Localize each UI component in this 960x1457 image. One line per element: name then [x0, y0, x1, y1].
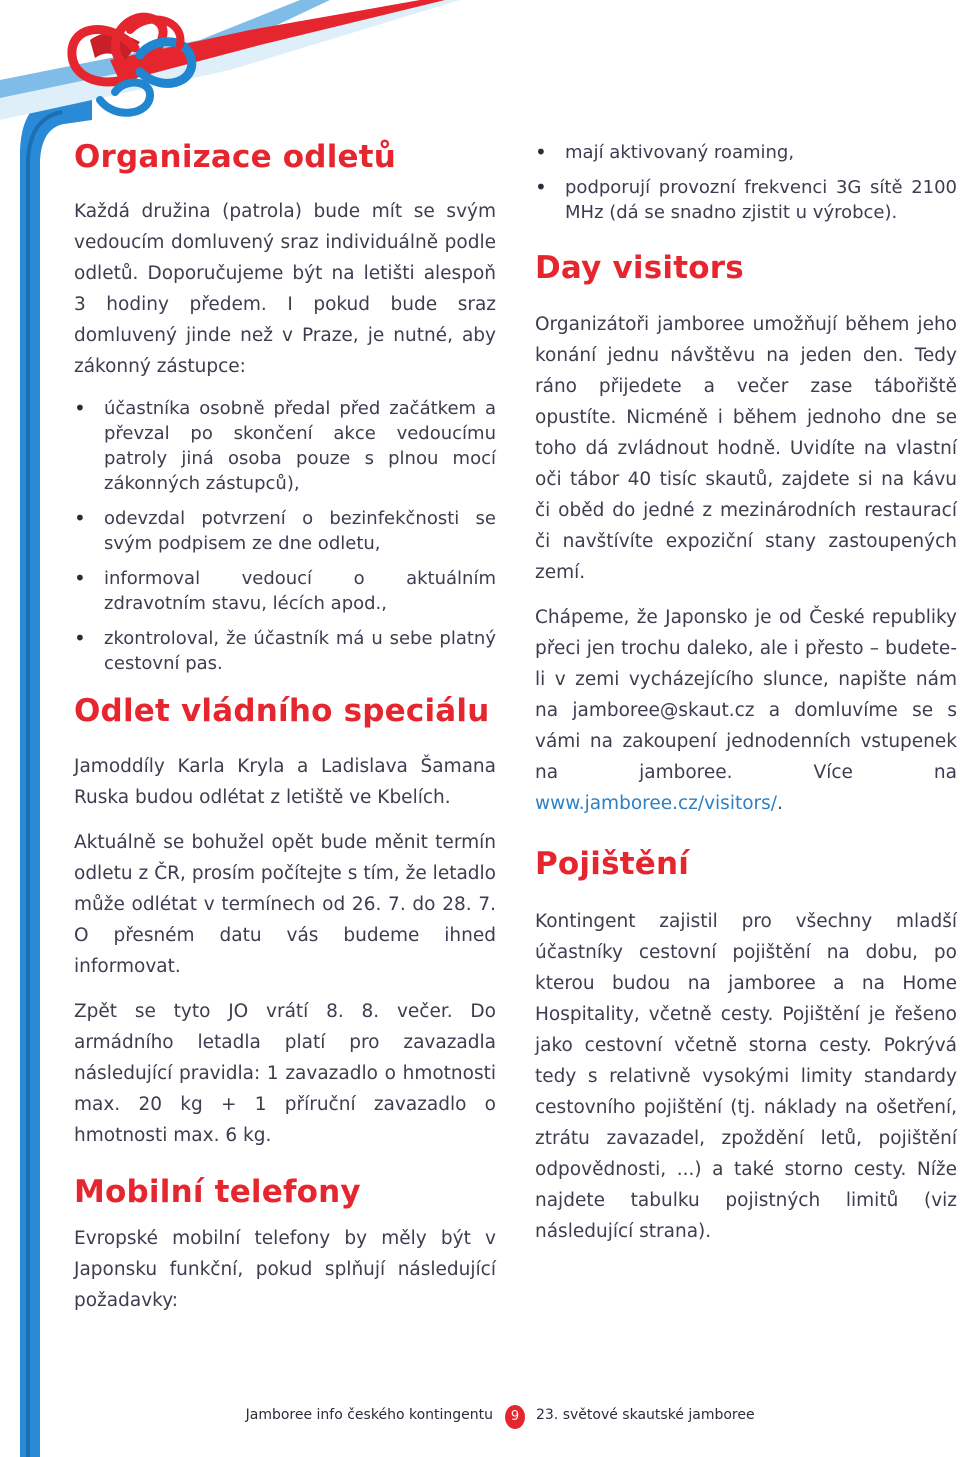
heading-mobilni-telefony: Mobilní telefony [74, 1174, 361, 1211]
list-zakonny-zastupce [74, 396, 496, 676]
bullet-icon: • [535, 140, 547, 164]
paragraph-organizatori: Organizátoři jamboree umožňují během jeho konání jednu návštěvu na jeden den. Tedy ráno přijedete a večer zase tábořiště opustíte. Nicméně i během jednoho dne se toho dá zvládnout hodně. Uvidíte na vlastní oči tábor 40 tisíc skautů, zajdete si na kávu či oběd do jedné z mezinárodních restaurací či navštívíte expoziční stany zastoupených zemí. [535, 313, 957, 583]
list-item: • podporují provozní frekvenci 3G sítě 2100 MHz (dá se snadno zjistit u výrobce). [535, 175, 957, 223]
visitors-link[interactable]: www.jamboree.cz/visitors/ [535, 792, 778, 814]
paragraph-organizace: Každá družina (patrola) bude mít se svým vedoucím domluvený sraz individuálně podle odletů. Doporučujeme být na letišti alespoň 3 hodiny předem. I pokud bude sraz domluvený jinde než v Praze, je nutné, aby zákonný zástupce: [74, 200, 496, 377]
heading-day-visitors: Day visitors [535, 250, 744, 286]
right-column [535, 140, 957, 1247]
page-footer [0, 1405, 960, 1429]
paragraph-kontingent: Kontingent zajistil pro všechny mladší účastníky cestovní pojištění na dobu, po kterou budou na jamboree a na Home Hospitality, včetně cesty. Pojištění je řešeno jako cestovní včetně storna cesty. Pokrývá tedy s relativně vysokými limity standardy cestovního pojištění (tj. náklady na ošetření, ztrátu zavazadel, zpoždění letů, pojištění odpovědnosti, ...) a také storno cesty. Níže najdete tabulku pojistných limitů (viz následující strana). [535, 911, 957, 1243]
footer-right-text: 23. světové skautské jamboree [536, 1407, 755, 1423]
list-pozadavky [535, 140, 957, 225]
list-item: • účastníka osobně předal před začátkem a převzal po skončení akce vedoucímu patroly jiná osoba pouze s plnou mocí zákonných zástupců), [74, 395, 496, 494]
bullet-icon: • [74, 625, 86, 650]
paragraph-aktualne: Aktuálně se bohužel opět bude měnit termín odletu z ČR, prosím počítejte s tím, že letadlo může odlétat v termínech od 26. 7. do 28. 7. O přesném datu vás budeme ihned informovat. [74, 832, 496, 978]
paragraph-zpet: Zpět se tyto JO vrátí 8. 8. večer. Do armádního letadla platí pro zavazadla následující pravidla: 1 zavazadlo o hmotnosti max. 20 kg + 1 příruční zavazadlo o hmotnosti max. 6 kg. [74, 1001, 496, 1147]
page-number-badge: 9 [505, 1405, 525, 1429]
list-item: • zkontroloval, že účastník má u sebe platný cestovní pas. [74, 625, 496, 674]
footer-left-text: Jamboree info českého kontingentu [245, 1407, 493, 1423]
paragraph-mobilni: Evropské mobilní telefony by měly být v Japonsku funkční, pokud splňují následující požadavky: [74, 1227, 496, 1311]
bullet-icon: • [535, 175, 547, 199]
bullet-icon: • [74, 505, 86, 530]
list-item: • odevzdal potvrzení o bezinfekčnosti se svým podpisem ze dne odletu, [74, 505, 496, 554]
list-item: • mají aktivovaný roaming, [535, 140, 795, 164]
heading-organizace-odletu: Organizace odletů [74, 139, 397, 175]
paragraph-jamoddily: Jamoddíly Karla Kryla a Ladislava Šamana Ruska budou odlétat z letiště ve Kbelích. [74, 756, 496, 809]
bullet-icon: • [74, 565, 86, 590]
heading-odlet-vladniho-specialu: Odlet vládního speciálu [74, 692, 490, 729]
list-item: • informoval vedoucí o aktuálním zdravotním stavu, lécích apod., [74, 565, 496, 614]
left-column [74, 140, 496, 1316]
bullet-icon: • [74, 395, 86, 420]
heading-pojisteni: Pojištění [535, 845, 690, 882]
paragraph-chapeme: Chápeme, že Japonsko je od České republiky přeci jen trochu daleko, ale i přesto – budete-li v zemi vycházejícího slunce, napište nám na jamboree@skaut.cz a domluvíme se s vámi na zakoupení jednodenních vstupenek na jamboree. Více na www.jamboree.cz/visitors/. [535, 606, 957, 814]
